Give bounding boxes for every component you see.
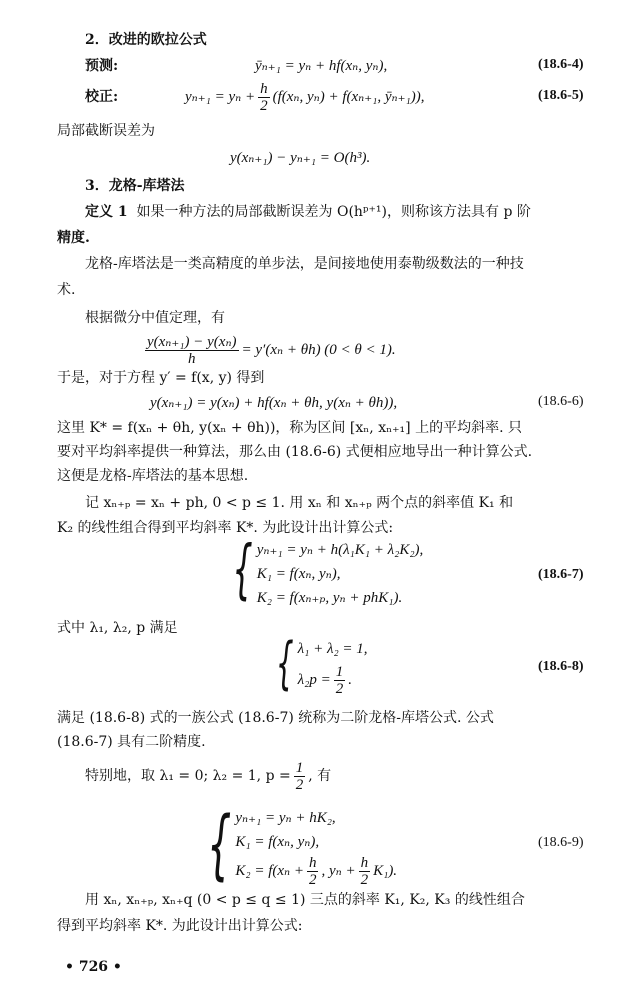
correct-label: 校正: [85,89,119,105]
system-row: yₙ₊₁ = yₙ + hK₂, [235,810,336,826]
section-heading: 2．改进的欧拉公式 [85,32,207,48]
denominator: 2 [335,680,344,697]
fraction [359,855,371,888]
formula-predict: ȳₙ₊₁ = yₙ + hf(xₙ, yₙ), [255,58,388,74]
numerator: h [308,855,317,872]
numerator: 1 [295,759,304,776]
equation-number: (18.6-9) [538,835,584,850]
paragraph: 记 xₙ₊ₚ = xₙ + ph, 0 < p ≤ 1. 用 xₙ 和 xₙ₊ₚ 两个点的斜率值 K₁ 和 [85,495,514,511]
text-part: , 有 [308,768,332,784]
equation-system-9 [183,799,398,889]
system-row [298,664,368,697]
brace: { [275,631,294,696]
formula-part: K₂ = f(xₙ + [235,863,304,879]
paragraph: 根据微分中值定理，有 [85,310,225,326]
equation-number: (18.6-4) [538,57,584,72]
denominator: h [188,351,196,368]
system-row: λ₁ + λ₂ = 1, [297,641,368,658]
system-row: K₁ = f(xₙ, yₙ), [256,566,341,582]
definition [85,203,531,221]
paragraph: 这便是龙格-库塔法的基本思想. [57,468,249,484]
system-row [235,854,397,888]
paragraph: 于是，对于方程 y′ = f(x, y) 得到 [57,370,265,386]
brace: { [207,799,232,888]
formula-error: y(xₙ₊₁) − yₙ₊₁ = O(h³). [230,150,371,166]
system-row: K₁ = f(xₙ, yₙ), [235,834,320,850]
section-heading: 3．龙格-库塔法 [85,178,185,194]
numerator: h [260,81,268,98]
equation-system-8 [258,631,368,698]
paragraph: 术. [57,282,76,298]
numerator: y(xₙ₊₁) − y(xₙ) [147,334,237,351]
equation-number: (18.6-7) [538,567,584,582]
predict-label: 预测: [85,58,119,74]
fraction [334,664,346,697]
definition-label: 定义 1 [85,204,128,220]
formula-part: = y′(xₙ + θh) (0 < θ < 1). [241,342,396,358]
formula-part: yₙ₊₁ = yₙ + [185,89,256,105]
numerator: h [360,855,369,872]
fraction [294,760,306,793]
paragraph: 用 xₙ, xₙ₊ₚ, xₙ₊q (0 < p ≤ q ≤ 1) 三点的斜率 K₁, K₂, K₃ 的线性组合 [85,892,525,908]
denominator: 2 [260,98,268,115]
denominator: 2 [360,872,369,889]
paragraph: 式中 λ₁, λ₂, p 满足 [57,620,178,636]
numerator: 1 [335,663,344,680]
equation-number: (18.6-6) [538,394,584,409]
page-number: • 726 • [65,959,122,975]
paragraph: 局部截断误差为 [57,123,155,139]
formula-part: (f(xₙ, yₙ) + f(xₙ₊₁, ȳₙ₊₁)), [272,89,425,105]
fraction [145,334,239,367]
denominator: 2 [295,776,304,793]
paragraph: 要对平均斜率提供一种算法，那么由 (18.6-6) 式便相应地导出一种计算公式. [57,444,533,460]
formula-part: . [348,671,352,688]
paragraph [85,758,331,794]
formula-part: λ₂p = [297,671,331,688]
paragraph: 满足 (18.6-8) 式的一族公式 (18.6-7) 统称为二阶龙格-库塔公式. 公式 [57,710,494,726]
fraction [307,855,319,888]
equation-system-7 [212,533,424,610]
formula-mvt [142,330,396,370]
formula-6: y(xₙ₊₁) = y(xₙ) + hf(xₙ + θh, y(xₙ + θh)), [150,395,398,411]
equation-number: (18.6-8) [538,659,584,674]
definition-text: 如果一种方法的局部截断误差为 O(hᵖ⁺¹)，则称该方法具有 p 阶 [136,204,531,220]
text-part: 特别地，取 λ₁ = 0; λ₂ = 1, p = [85,768,291,784]
equation-number: (18.6-5) [538,88,584,103]
paragraph: (18.6-7) 具有二阶精度. [57,734,206,750]
paragraph: 龙格-库塔法是一类高精度的单步法，是间接地使用泰勒级数法的一种技 [85,256,524,272]
denominator: 2 [308,872,317,889]
paragraph: 这里 K* = f(xₙ + θh, y(xₙ + θh))，称为区间 [xₙ, xₙ₊₁] 上的平均斜率. 只 [57,420,522,436]
formula-part: K₁). [373,863,398,879]
brace: { [232,533,253,607]
paragraph: 精度. [57,230,90,246]
system-row: K₂ = f(xₙ₊ₚ, yₙ + phK₁). [256,590,403,606]
fraction [258,81,270,114]
paragraph: K₂ 的线性组合得到平均斜率 K*. 为此设计出计算公式: [57,520,394,536]
formula-part: , yₙ + [321,863,356,879]
system-row: yₙ₊₁ = yₙ + h(λ₁K₁ + λ₂K₂), [256,542,424,558]
paragraph: 得到平均斜率 K*. 为此设计出计算公式: [57,918,303,934]
formula-correct [185,79,425,115]
